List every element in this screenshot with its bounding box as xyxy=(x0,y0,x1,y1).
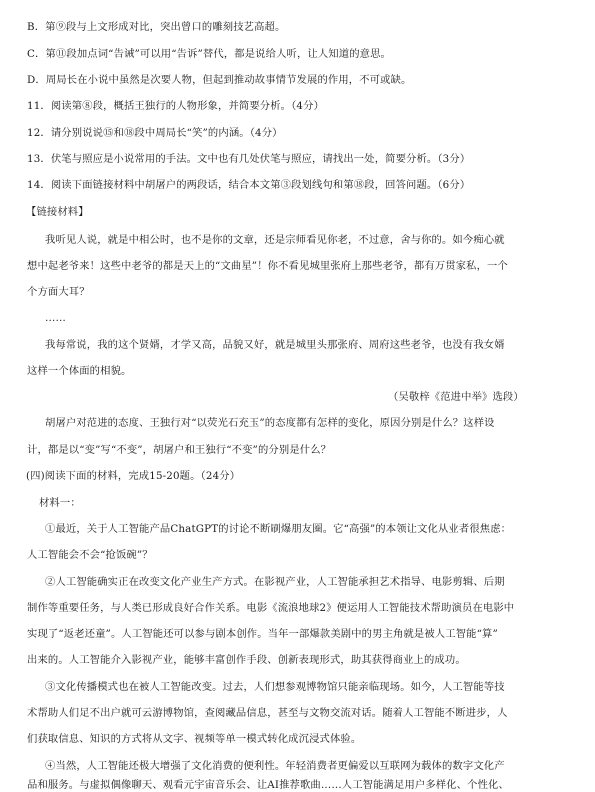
link-question-line: 胡屠户对范进的态度、王独行对“以荧光石充玉”的态度都有怎样的变化，原因分别是什么？这样设 xyxy=(45,417,495,429)
material-p2-line: 出来的。人工智能介入影视产业，能够丰富创作手段、创新表现形式，助其获得商业上的成功。 xyxy=(27,654,466,666)
material-p2-line: 制作等重要任务，与人类已形成良好合作关系。电影《流浪地球2》便运用人工智能技术帮助演员在电影中 xyxy=(27,602,515,614)
link-material-heading: 【链接材料】 xyxy=(26,206,89,218)
material-label: 材料一： xyxy=(39,497,81,509)
section-heading: (四)阅读下面的材料，完成15-20题。（24分） xyxy=(26,470,241,482)
material-p3-line: 术帮助人们足不出户就可云游博物馆，查阅藏品信息，甚至与文物交流对话。随着人工智能不断进步，人 xyxy=(27,707,508,719)
option-d: D．周局长在小说中虽然是次要人物，但起到推动故事情节发展的作用，不可或缺。 xyxy=(27,74,412,86)
link-material-p1-line: 个方面大耳？ xyxy=(27,286,90,298)
material-p3-line: ③文化传播模式也在被人工智能改变。过去，人们想参观博物馆只能亲临现场。如今，人工智能等技 xyxy=(45,681,505,693)
material-p1-line: ①最近，关于人工智能产品ChatGPT的讨论不断刷爆朋友圈。它“高强”的本领让文化从业者很焦虑： xyxy=(45,523,512,535)
question-11: 11．阅读第⑧段，概括王独行的人物形象，并简要分析。（4分） xyxy=(27,100,325,112)
link-material-p1-line: 想中起老爷来！这些中老爷的都是天上的“文曲星”！你不看见城里张府上那些老爷，都有万贯家私，一个 xyxy=(27,260,508,272)
material-p2-line: 实现了“返老还童”。人工智能还可以参与剧本创作。当年一部爆款美剧中的男主角就是被人工智能“算” xyxy=(27,628,498,640)
question-13: 13．伏笔与照应是小说常用的手法。文中也有几处伏笔与照应，请找出一处，简要分析。（3分） xyxy=(27,153,471,165)
source-citation: （吴敬梓《范进中举》选段） xyxy=(388,391,524,403)
link-material-p1-line: 我听见人说，就是中相公时，也不是你的文章，还是宗师看见你老，不过意，舍与你的。如今痴心就 xyxy=(45,234,505,246)
link-question-line: 计，都是以“变”写“不变”，胡屠户和王独行“不变”的分别是什么？ xyxy=(27,444,332,456)
material-p2-line: ②人工智能确实正在改变文化产业生产方式。在影视产业，人工智能承担艺术指导、电影剪辑、后期 xyxy=(45,576,505,588)
material-p1-line: 人工智能会不会“抢饭碗”？ xyxy=(27,549,153,561)
question-14: 14．阅读下面链接材料中胡屠户的两段话，结合本文第③段划线句和第⑱段，回答问题。（6分） xyxy=(27,179,471,191)
link-material-p2-line: 我每常说，我的这个贤婿，才学又高，品貌又好，就是城里头那张府、周府这些老爷，也没有我女婿 xyxy=(45,339,505,351)
material-p3-line: 们获取信息、知识的方式将从文字、视频等单一模式转化成沉浸式体验。 xyxy=(27,733,362,745)
link-material-p2-line: 这样一个体面的相貌。 xyxy=(27,365,132,377)
material-p4-line: ④当然，人工智能还极大增强了文化消费的便利性。年轻消费者更偏爱以互联网为载体的数字文化产 xyxy=(45,760,505,772)
option-c: C．第⑪段加点词“告诫”可以用“告诉”替代，都是说给人听，让人知道的意思。 xyxy=(27,48,391,60)
option-b: B．第⑨段与上文形成对比，突出曾口的雕刻技艺高超。 xyxy=(27,21,286,33)
ellipsis: …… xyxy=(45,312,66,324)
question-12: 12．请分别说说⑮和⑱段中周局长“笑”的内涵。（4分） xyxy=(27,127,283,139)
material-p4-line: 品和服务。与虚拟偶像聊天、观看元宇宙音乐会、让AI推荐歌曲……人工智能满足用户多样化、个性化、 xyxy=(27,779,509,791)
